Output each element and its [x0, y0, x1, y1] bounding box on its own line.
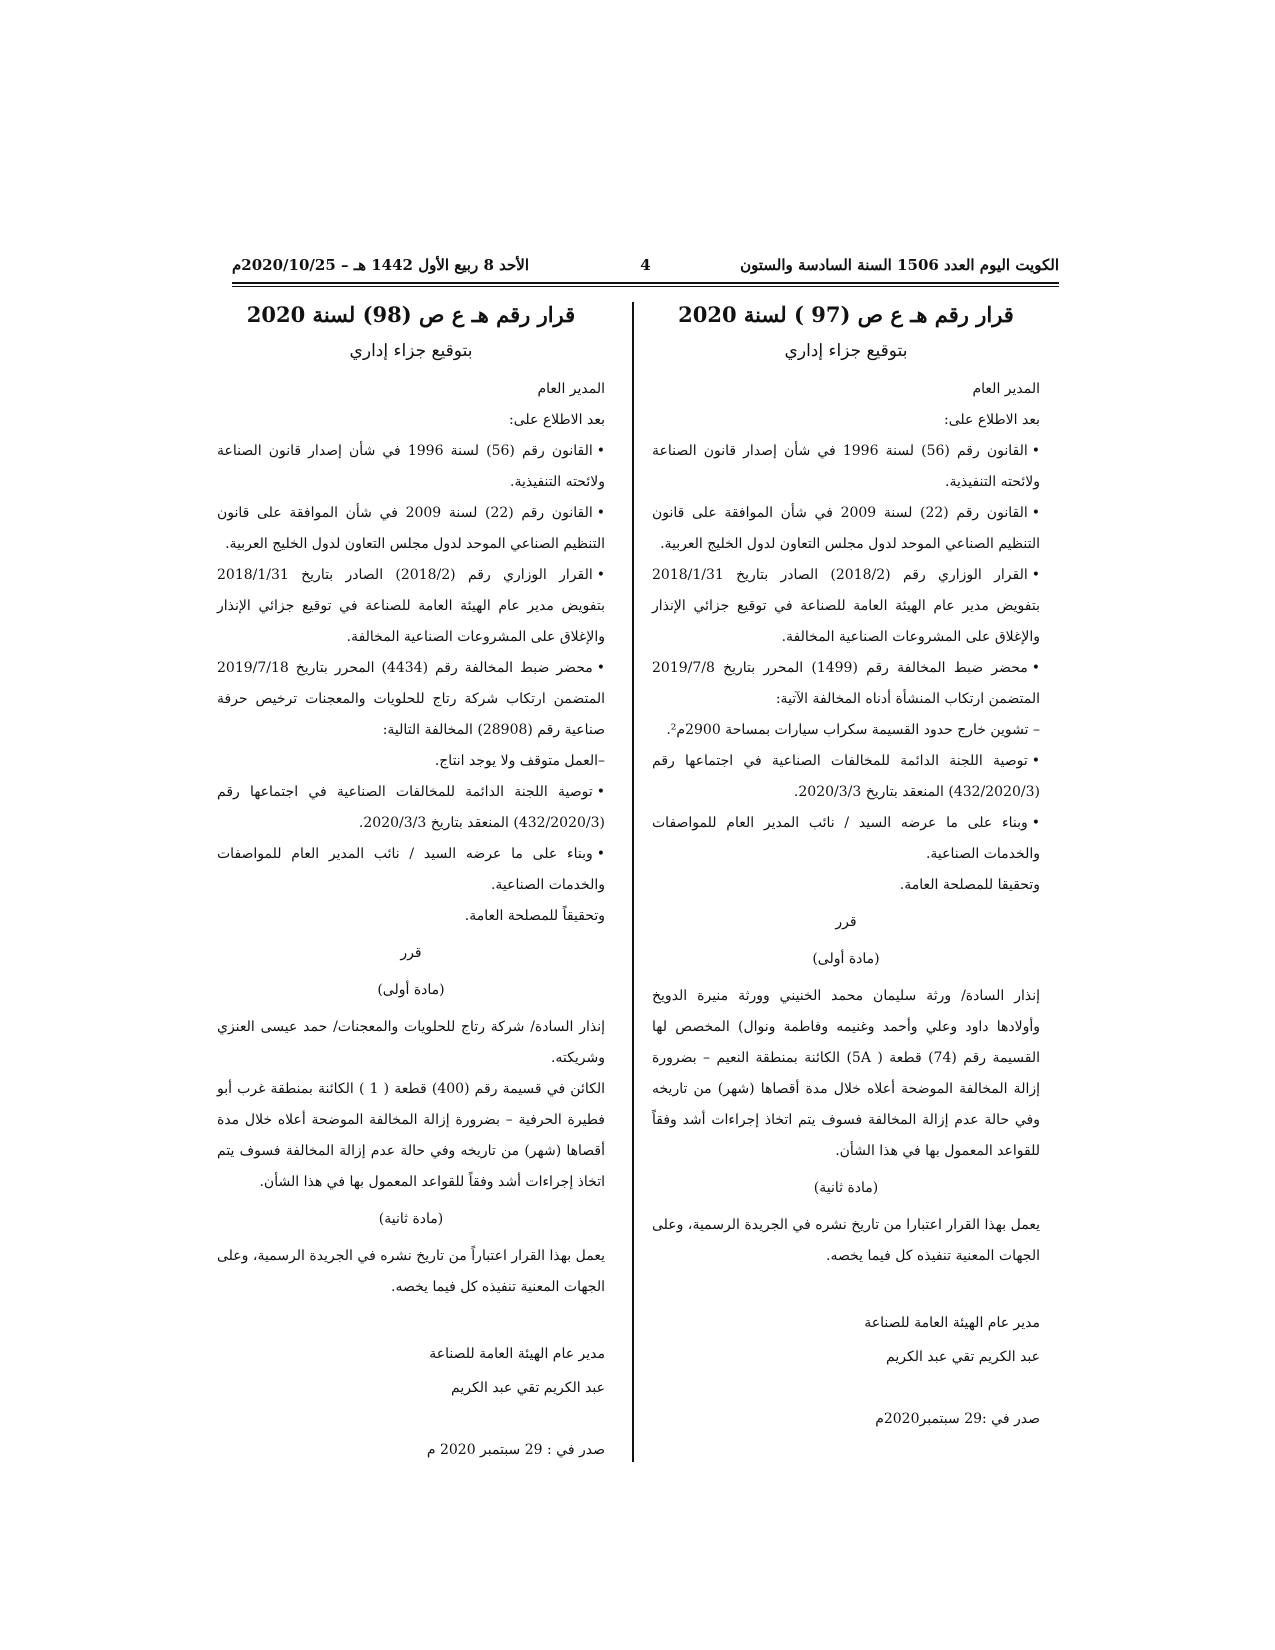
decision-title: قرار رقم هـ ع ص (97 ) لسنة 2020 — [678, 302, 1014, 327]
signature-block — [652, 1306, 1040, 1374]
violation-text: – تشوين خارج حدود القسيمة سكراب سيارات بمساحة 2900م². — [666, 722, 1040, 738]
legal-reference-text: وبناء على ما عرضه السيد / نائب المدير العام للمواصفات والخدمات الصناعية. — [652, 815, 1040, 862]
bullet-icon: • — [1031, 443, 1040, 459]
bullet-icon: • — [1031, 660, 1040, 676]
legal-reference-item — [652, 436, 1040, 498]
decided-label: قرر — [400, 945, 422, 961]
director-label: المدير العام — [972, 381, 1040, 397]
legal-reference-item — [652, 653, 1040, 715]
decided-label: قرر — [835, 914, 857, 930]
violation-text: –العمل متوقف ولا يوجد انتاج. — [434, 753, 605, 769]
article-2-title: (مادة ثانية) — [378, 1211, 444, 1227]
legal-reference-text: القانون رقم (22) لسنة 2009 في شأن الموافقة على قانون التنظيم الصناعي الموحد لدول مجلس التعاون لدول الخليج العربية. — [652, 505, 1040, 552]
gazette-issue-info: الكويت اليوم العدد 1506 السنة السادسة والستون — [740, 256, 1059, 274]
page-number: 4 — [640, 256, 651, 274]
legal-reference-text: القرار الوزاري رقم (2018/2) الصادر بتاريخ 2018/1/31 بتفويض مدير عام الهيئة العامة للصناعة في توقيع جزائي الإنذار والإغلاق على المشروعات الصناعية المخالفة. — [217, 567, 605, 645]
legal-reference-item — [652, 498, 1040, 560]
column-divider — [632, 302, 634, 1462]
header-rule-thin — [232, 286, 1059, 287]
article-1-text: إنذار السادة/ شركة رتاج للحلويات والمعجنات/ حمد عيسى العنزي وشريكته. — [217, 1019, 605, 1066]
signer-name: عبد الكريم تقي عبد الكريم — [886, 1349, 1040, 1365]
signer-title: مدير عام الهيئة العامة للصناعة — [864, 1315, 1040, 1331]
legal-reference-item — [652, 560, 1040, 653]
article-2-text: يعمل بهذا القرار اعتبارا من تاريخ نشره في الجريدة الرسمية، وعلى الجهات المعنية تنفيذه كل فيما يخصه. — [652, 1217, 1040, 1264]
bullet-icon: • — [596, 784, 605, 800]
bullet-icon: • — [1031, 815, 1040, 831]
decision-97-column — [652, 296, 1040, 1435]
bullet-icon: • — [596, 505, 605, 521]
decision-title: قرار رقم هـ ع ص (98) لسنة 2020 — [246, 302, 576, 327]
legal-reference-text: وبناء على ما عرضه السيد / نائب المدير العام للمواصفات والخدمات الصناعية. — [217, 846, 605, 893]
bullet-icon: • — [1031, 505, 1040, 521]
legal-reference-item — [217, 560, 605, 653]
issue-date: صدر في :29 سبتمبر2020م — [875, 1411, 1040, 1427]
after-review-label: بعد الاطلاع على: — [944, 412, 1040, 428]
legal-reference-text: القانون رقم (56) لسنة 1996 في شأن إصدار قانون الصناعة ولائحته التنفيذية. — [652, 443, 1040, 490]
legal-reference-item — [217, 436, 605, 498]
bullet-icon: • — [596, 443, 605, 459]
article-2-title: (مادة ثانية) — [813, 1180, 879, 1196]
legal-reference-item — [217, 498, 605, 560]
article-2-text: يعمل بهذا القرار اعتباراً من تاريخ نشره في الجريدة الرسمية، وعلى الجهات المعنية تنفيذه كل فيما يخصه. — [217, 1248, 605, 1295]
decision-98-column — [217, 296, 605, 1466]
article-1-title: (مادة أولى) — [812, 951, 880, 967]
signer-title: مدير عام الهيئة العامة للصناعة — [429, 1346, 605, 1362]
bullet-icon: • — [1031, 753, 1040, 769]
bullet-icon: • — [596, 846, 605, 862]
gazette-date: الأحد 8 ربيع الأول 1442 هـ – 2020/10/25م — [232, 256, 529, 274]
legal-reference-text: توصية اللجنة الدائمة للمخالفات الصناعية في اجتماعها رقم (432/2020/3) المنعقد بتاريخ 2020/3/3. — [217, 784, 605, 831]
bullet-icon: • — [1031, 567, 1041, 583]
signature-block — [217, 1337, 605, 1405]
legal-reference-text: القانون رقم (56) لسنة 1996 في شأن إصدار قانون الصناعة ولائحته التنفيذية. — [217, 443, 605, 490]
legal-reference-text: توصية اللجنة الدائمة للمخالفات الصناعية في اجتماعها رقم (432/2020/3) المنعقد بتاريخ 2020/3/3. — [652, 753, 1040, 800]
article-1-title: (مادة أولى) — [377, 982, 445, 998]
legal-reference-text: القرار الوزاري رقم (2018/2) الصادر بتاريخ 2018/1/31 بتفويض مدير عام الهيئة العامة للصناعة في توقيع جزائي الإنذار والإغلاق على المشروعات الصناعية المخالفة. — [652, 567, 1040, 645]
legal-reference-text: القانون رقم (22) لسنة 2009 في شأن الموافقة على قانون التنظيم الصناعي الموحد لدول مجلس التعاون لدول الخليج العربية. — [217, 505, 605, 552]
legal-reference-item — [217, 777, 605, 839]
public-interest-text: وتحقيقا للمصلحة العامة. — [899, 877, 1040, 893]
bullet-icon: • — [596, 660, 605, 676]
bullet-icon: • — [596, 567, 606, 583]
article-1-text: إنذار السادة/ ورثة سليمان محمد الخنيني وورثة منيرة الدويخ وأولادها داود وعلي وأحمد وغنيمه وفاطمة ونوال) المخصص لها القسيمة رقم (74) قطعة ( 5A) الكائنة بمنطقة النعيم – بضرورة إزالة المخالفة الموضحة أعلاه خلال مدة أقصاها (شهر) من تاريخه وفي حالة عدم إزالة المخالفة فسوف يتم اتخاذ إجراءات أشد وفقاً للقواعد المعمول بها في هذا الشأن. — [652, 988, 1040, 1159]
legal-reference-item — [217, 839, 605, 901]
legal-reference-item — [217, 653, 605, 746]
article-1-text-continued: الكائن في قسيمة رقم (400) قطعة ( 1 ) الكائنة بمنطقة غرب أبو فطيرة الحرفية – بضرورة إزالة المخالفة الموضحة أعلاه خلال مدة أقصاها (شهر) من تاريخه وفي حالة عدم إزالة المخالفة فسوف يتم اتخاذ إجراءات أشد وفقاً للقواعد المعمول بها في هذا الشأن. — [217, 1081, 605, 1190]
signer-name: عبد الكريم تقي عبد الكريم — [451, 1380, 605, 1396]
header-rule — [232, 282, 1059, 284]
decision-subtitle: بتوقيع جزاء إداري — [784, 341, 908, 361]
legal-reference-text: محضر ضبط المخالفة رقم (4434) المحرر بتاريخ 2019/7/18 المتضمن ارتكاب شركة رتاج للحلويات والمعجنات ترخيص حرفة صناعية رقم (28908) المخالفة التالية: — [217, 660, 605, 738]
director-label: المدير العام — [537, 381, 605, 397]
issue-date: صدر في : 29 سبتمبر 2020 م — [426, 1442, 605, 1458]
public-interest-text: وتحقيقاً للمصلحة العامة. — [464, 908, 605, 924]
legal-reference-item — [652, 746, 1040, 808]
decision-subtitle: بتوقيع جزاء إداري — [349, 341, 473, 361]
page-header — [232, 256, 1059, 280]
legal-reference-text: محضر ضبط المخالفة رقم (1499) المحرر بتاريخ 2019/7/8 المتضمن ارتكاب المنشأة أدناه المخالفة الآتية: — [652, 660, 1040, 707]
after-review-label: بعد الاطلاع على: — [509, 412, 605, 428]
legal-reference-item — [652, 808, 1040, 870]
